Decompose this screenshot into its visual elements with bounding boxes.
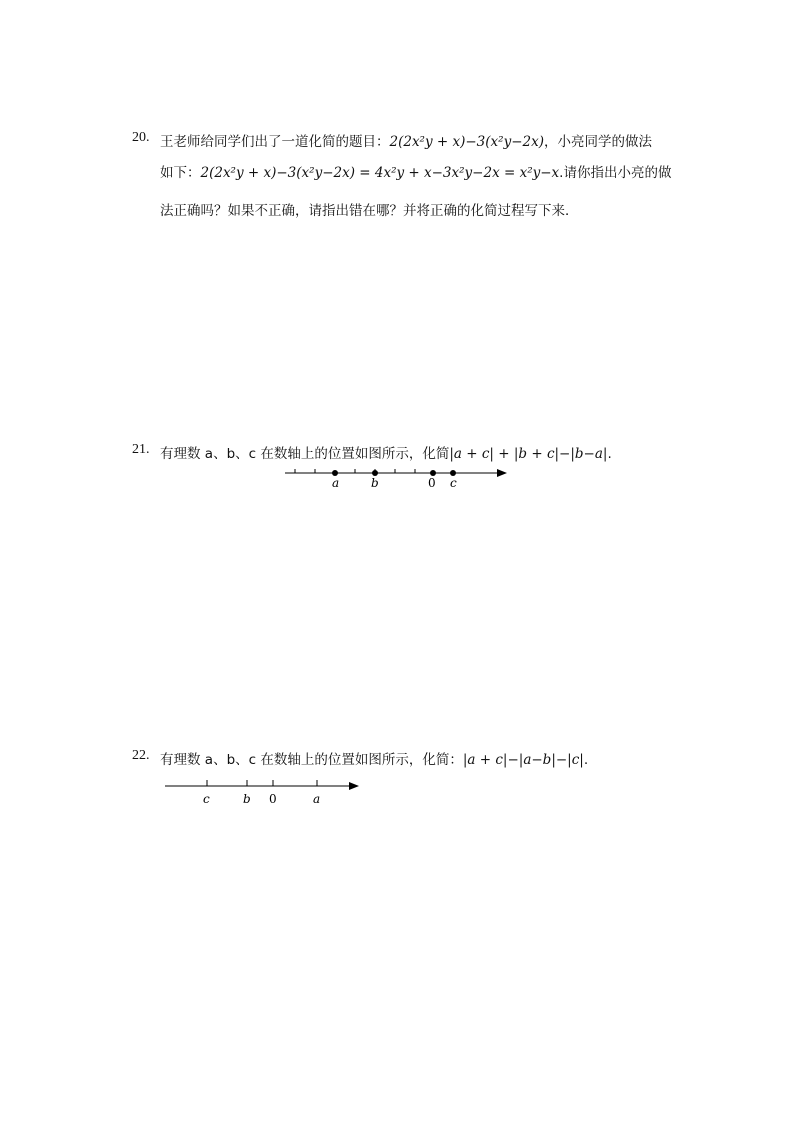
label-a: a xyxy=(332,476,340,490)
label-b: b xyxy=(243,792,251,806)
label-c: c xyxy=(450,476,457,490)
question-text: 有理数 a、b、c 在数轴上的位置如图所示，化简： xyxy=(160,752,463,768)
question-number: 21. xyxy=(132,442,150,457)
question-text: . xyxy=(583,752,589,768)
number-line-22 xyxy=(160,774,365,809)
question-text: . xyxy=(607,446,612,462)
question-text: ，小亮同学的做法 xyxy=(543,134,652,150)
question-line xyxy=(160,748,588,768)
math-expression: 2(2x²y + x)−3(x²y−2x) = 4x²y + x−3x²y−2x = x²y−x xyxy=(200,165,560,181)
math-expression: 2(2x²y + x)−3(x²y−2x) xyxy=(389,134,544,150)
label-c: c xyxy=(203,792,210,806)
label-zero: 0 xyxy=(428,476,436,490)
axis-ticks xyxy=(295,469,415,473)
question-line xyxy=(160,442,612,462)
axis-arrow xyxy=(497,469,507,477)
question-number: 20. xyxy=(132,130,150,145)
axis-ticks xyxy=(207,780,317,786)
question-text: .请你指出小亮的做 xyxy=(559,165,672,181)
question-number: 22. xyxy=(132,748,150,763)
question-text: 法正确吗？如果不正确，请指出错在哪？并将正确的化简过程写下来． xyxy=(160,203,579,219)
math-expression: |a + c|−|a−b|−|c| xyxy=(462,752,584,768)
question-text: 王老师给同学们出了一道化简的题目： xyxy=(160,134,390,150)
label-b: b xyxy=(371,476,379,490)
question-text: 有理数 a、b、c 在数轴上的位置如图所示，化简 xyxy=(160,446,450,462)
question-line xyxy=(160,161,671,181)
label-zero: 0 xyxy=(269,792,277,806)
question-text: 如下： xyxy=(160,165,201,181)
question-line xyxy=(160,130,652,150)
label-a: a xyxy=(313,792,321,806)
number-line-21 xyxy=(280,460,515,495)
math-expression: |a + c| + |b + c|−|b−a| xyxy=(449,446,608,462)
question-line xyxy=(160,199,579,219)
axis-arrow xyxy=(349,782,359,790)
